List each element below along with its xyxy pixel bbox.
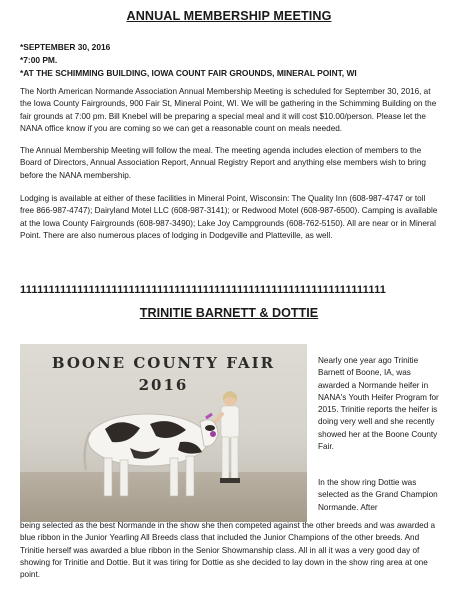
meeting-time: *7:00 PM. [20,55,58,65]
heifer-figure [85,414,218,496]
meeting-paragraph-2: The Annual Membership Meeting will follow the meal. The meeting agenda includes election of members to the Board of Directors, Annual Association Report, Annual Registry Report and anything else members wish to bring before the NANA membership. [20,146,426,180]
story-side-paragraph-2: In the show ring Dottie was selected as the Grand Champion Normande. After [318,478,438,512]
meeting-title: ANNUAL MEMBERSHIP MEETING [126,9,332,23]
photo-sign-line-2: 2016 [138,376,189,394]
meeting-paragraph-1: The North American Normande Association Annual Membership Meeting is scheduled for September 30, 2016, at the Iowa County Fairgrounds, 900 Fair St, Mineral Point, WI. We will be gathering in the Schimming Building on the fair grounds at 7:00 pm. Bill Knebel will be preparing a special meal and it will cost $10.00/person. Please let the NANA office know if you are coming so we can get a reasonable count on meals needed. [20,87,437,133]
story-title: TRINITIE BARNETT & DOTTIE [139,306,319,320]
meeting-details [20,41,450,80]
heifer-and-exhibitor-illustration [20,344,307,522]
story-paragraph-continued: being selected as the best Normande in the show she then competed against the other breeds and was awarded a blue ribbon in the Junior Yearling All Breeds class that included the Junior Champions of the other breeds. And Trinitie herself was awarded a blue ribbon in the Senior Showmanship class. All in all it was a very good day of showing for Trinitie and Dottie. But it was tiring for Dottie as she decided to lay down in the show ring area at one point. [20,521,436,580]
fair-photo [20,344,307,522]
meeting-date: *SEPTEMBER 30, 2016 [20,42,111,52]
meeting-location: *AT THE SCHIMMING BUILDING, IOWA COUNT FAIR GROUNDS, MINERAL POINT, WI [20,68,357,78]
story-side-paragraph-1: Nearly one year ago Trinitie Barnett of Boone, IA, was awarded a Normande heifer in NANA's Youth Heifer Program for 2015. Trinitie reports the heifer is doing very well and she recently showed her at the Boone County Fair. [318,356,439,452]
section-divider: 1111111111111111111111111111111111111111111111111111111111111111 [20,284,387,296]
photo-sign-line-1: BOONE COUNTY FAIR [51,354,276,372]
meeting-paragraph-3: Lodging is available at either of these facilities in Mineral Point, Wisconsin: The Quality Inn (608-987-4747 or toll free 866-987-4747); Dairyland Motel LLC (608-987-3141); or Redwood Motel (608-987-6500). Camping is available at the Iowa County Fairgrounds (608-987-3490); Lake Joy Campgrounds (608-762-5150). All are near or in Mineral Point. There are also numerous places of lodging in Dodgeville and Platteville, as well. [20,194,438,240]
